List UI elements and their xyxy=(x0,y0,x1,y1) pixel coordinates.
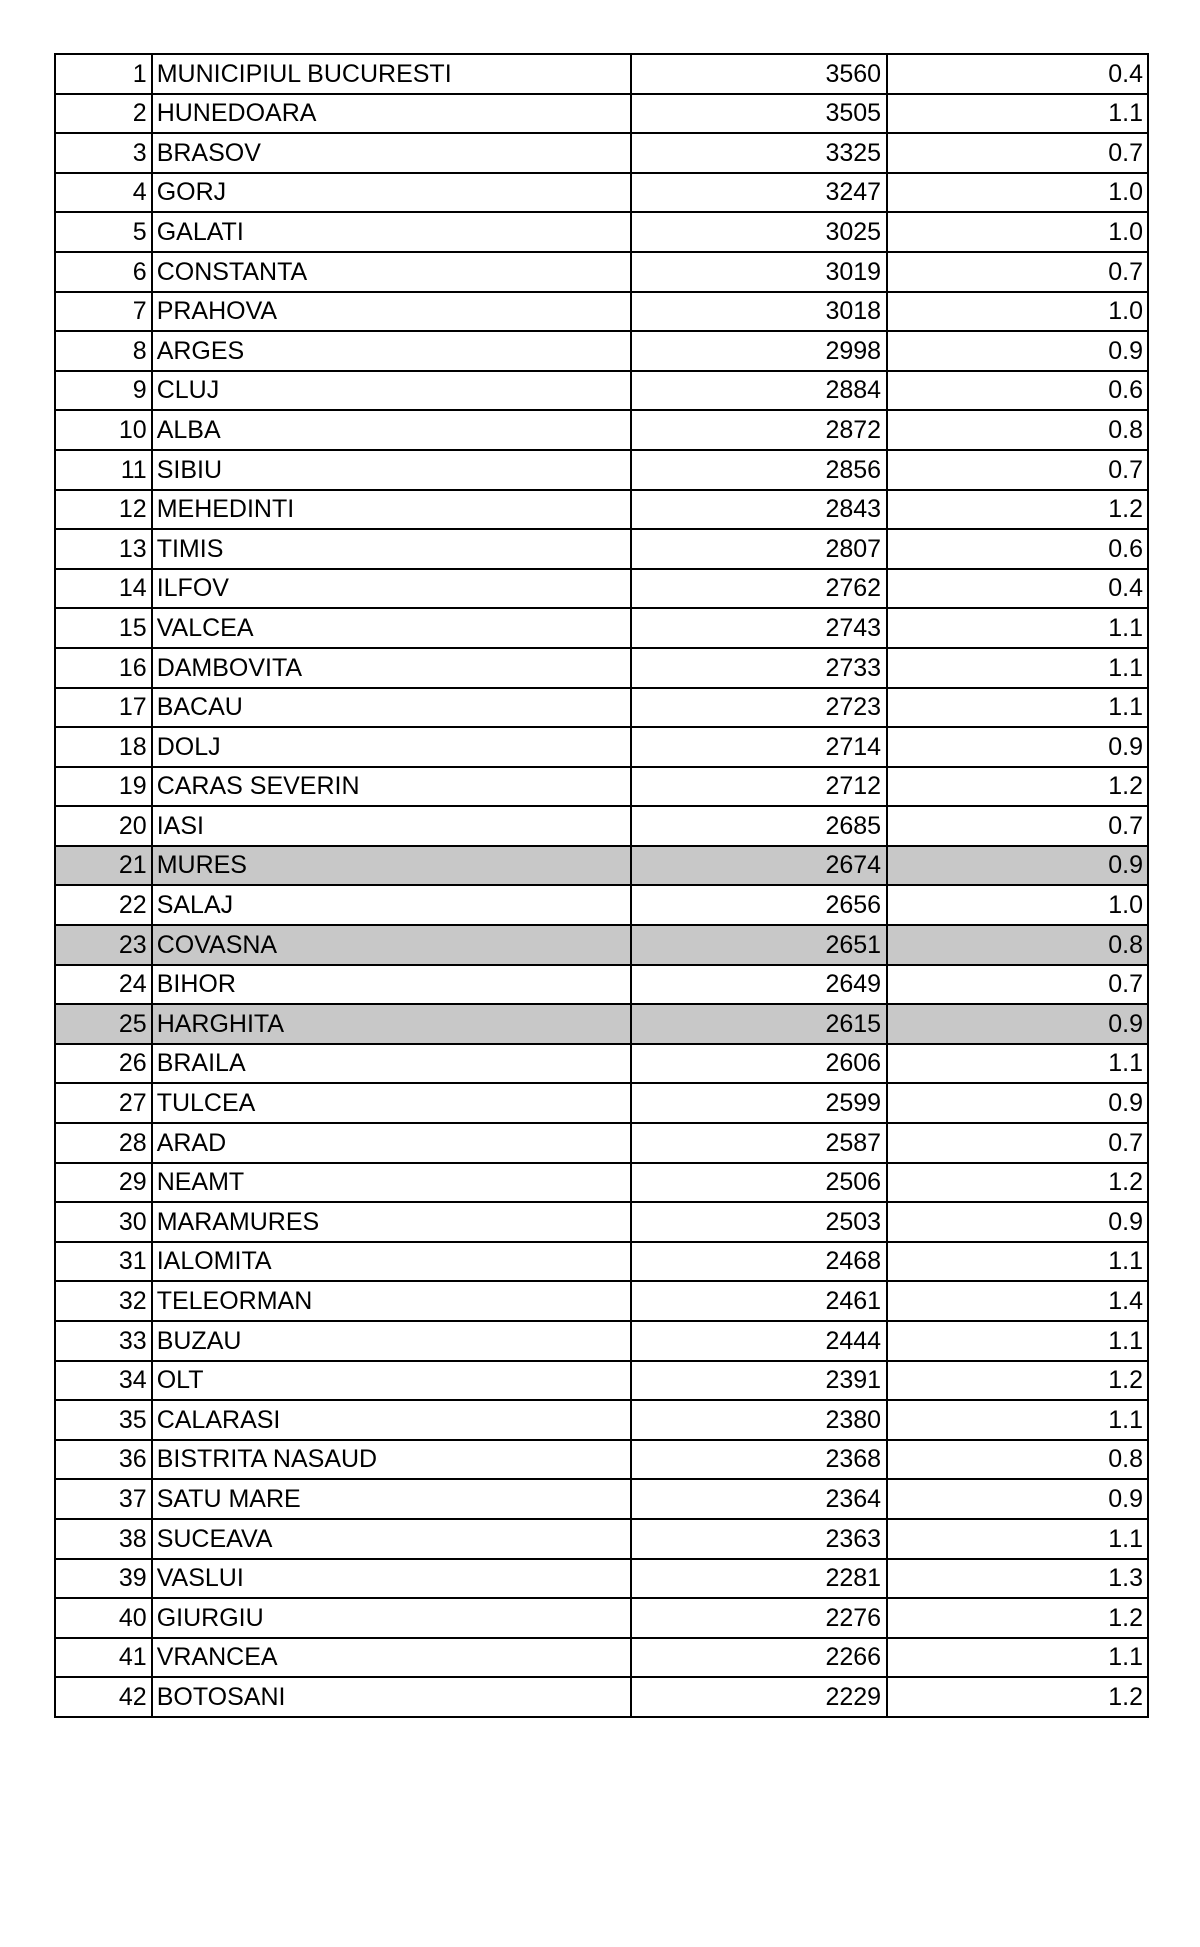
table-row xyxy=(55,292,1148,332)
table-row xyxy=(55,410,1148,450)
ratio-cell: 1.3 xyxy=(887,1559,1148,1599)
county-name-cell: BRASOV xyxy=(152,133,632,173)
value-cell: 2615 xyxy=(631,1004,887,1044)
value-cell: 2884 xyxy=(631,371,887,411)
rank-cell: 20 xyxy=(55,806,152,846)
table-row xyxy=(55,1202,1148,1242)
county-name-cell: VRANCEA xyxy=(152,1638,632,1678)
table-row xyxy=(55,1638,1148,1678)
value-cell: 2651 xyxy=(631,925,887,965)
value-cell: 2368 xyxy=(631,1440,887,1480)
ratio-cell: 1.0 xyxy=(887,292,1148,332)
value-cell: 2587 xyxy=(631,1123,887,1163)
value-cell: 2998 xyxy=(631,331,887,371)
value-cell: 3025 xyxy=(631,212,887,252)
county-name-cell: NEAMT xyxy=(152,1163,632,1203)
value-cell: 2506 xyxy=(631,1163,887,1203)
rank-cell: 19 xyxy=(55,767,152,807)
county-name-cell: CONSTANTA xyxy=(152,252,632,292)
value-cell: 2380 xyxy=(631,1400,887,1440)
rank-cell: 28 xyxy=(55,1123,152,1163)
table-row xyxy=(55,94,1148,134)
ratio-cell: 1.1 xyxy=(887,608,1148,648)
table-row xyxy=(55,1281,1148,1321)
table-row xyxy=(55,806,1148,846)
rank-cell: 1 xyxy=(55,54,152,94)
rank-cell: 32 xyxy=(55,1281,152,1321)
ratio-cell: 0.9 xyxy=(887,1479,1148,1519)
county-name-cell: SALAJ xyxy=(152,885,632,925)
rank-cell: 41 xyxy=(55,1638,152,1678)
rank-cell: 27 xyxy=(55,1083,152,1123)
rank-cell: 11 xyxy=(55,450,152,490)
county-name-cell: TELEORMAN xyxy=(152,1281,632,1321)
county-name-cell: BUZAU xyxy=(152,1321,632,1361)
ratio-cell: 0.7 xyxy=(887,806,1148,846)
ratio-cell: 1.2 xyxy=(887,1361,1148,1401)
value-cell: 2363 xyxy=(631,1519,887,1559)
county-name-cell: SUCEAVA xyxy=(152,1519,632,1559)
table-row xyxy=(55,252,1148,292)
rank-cell: 10 xyxy=(55,410,152,450)
ratio-cell: 0.4 xyxy=(887,569,1148,609)
table-row xyxy=(55,133,1148,173)
value-cell: 2364 xyxy=(631,1479,887,1519)
value-cell: 2714 xyxy=(631,727,887,767)
rank-cell: 15 xyxy=(55,608,152,648)
value-cell: 2807 xyxy=(631,529,887,569)
rank-cell: 3 xyxy=(55,133,152,173)
value-cell: 2649 xyxy=(631,965,887,1005)
value-cell: 2656 xyxy=(631,885,887,925)
county-name-cell: BOTOSANI xyxy=(152,1677,632,1717)
table-row xyxy=(55,1479,1148,1519)
value-cell: 3019 xyxy=(631,252,887,292)
county-name-cell: BISTRITA NASAUD xyxy=(152,1440,632,1480)
county-name-cell: ALBA xyxy=(152,410,632,450)
value-cell: 2743 xyxy=(631,608,887,648)
value-cell: 3325 xyxy=(631,133,887,173)
county-name-cell: BACAU xyxy=(152,688,632,728)
table-row xyxy=(55,727,1148,767)
value-cell: 2872 xyxy=(631,410,887,450)
county-name-cell: HUNEDOARA xyxy=(152,94,632,134)
county-name-cell: MUNICIPIUL BUCURESTI xyxy=(152,54,632,94)
county-name-cell: GORJ xyxy=(152,173,632,213)
value-cell: 2391 xyxy=(631,1361,887,1401)
rank-cell: 26 xyxy=(55,1044,152,1084)
table-row xyxy=(55,212,1148,252)
ratio-cell: 1.2 xyxy=(887,490,1148,530)
table-row xyxy=(55,1321,1148,1361)
table-row xyxy=(55,173,1148,213)
county-name-cell: GALATI xyxy=(152,212,632,252)
rank-cell: 31 xyxy=(55,1242,152,1282)
county-name-cell: IALOMITA xyxy=(152,1242,632,1282)
value-cell: 2468 xyxy=(631,1242,887,1282)
county-name-cell: MARAMURES xyxy=(152,1202,632,1242)
county-name-cell: TULCEA xyxy=(152,1083,632,1123)
value-cell: 2229 xyxy=(631,1677,887,1717)
value-cell: 2712 xyxy=(631,767,887,807)
table-row xyxy=(55,1400,1148,1440)
value-cell: 3247 xyxy=(631,173,887,213)
rank-cell: 42 xyxy=(55,1677,152,1717)
county-name-cell: SATU MARE xyxy=(152,1479,632,1519)
ratio-cell: 0.9 xyxy=(887,331,1148,371)
county-name-cell: DAMBOVITA xyxy=(152,648,632,688)
county-name-cell: OLT xyxy=(152,1361,632,1401)
rank-cell: 30 xyxy=(55,1202,152,1242)
value-cell: 3505 xyxy=(631,94,887,134)
ratio-cell: 0.7 xyxy=(887,133,1148,173)
table-row xyxy=(55,1519,1148,1559)
table-row xyxy=(55,54,1148,94)
table-row xyxy=(55,1440,1148,1480)
ratio-cell: 0.7 xyxy=(887,252,1148,292)
value-cell: 2674 xyxy=(631,846,887,886)
table-row xyxy=(55,767,1148,807)
value-cell: 2461 xyxy=(631,1281,887,1321)
value-cell: 2503 xyxy=(631,1202,887,1242)
table-row xyxy=(55,846,1148,886)
rank-cell: 2 xyxy=(55,94,152,134)
value-cell: 2281 xyxy=(631,1559,887,1599)
rank-cell: 33 xyxy=(55,1321,152,1361)
table-row xyxy=(55,1163,1148,1203)
county-data-table xyxy=(54,53,1149,1718)
rank-cell: 18 xyxy=(55,727,152,767)
value-cell: 2444 xyxy=(631,1321,887,1361)
ratio-cell: 1.1 xyxy=(887,1638,1148,1678)
table-row xyxy=(55,569,1148,609)
rank-cell: 22 xyxy=(55,885,152,925)
table-row xyxy=(55,1361,1148,1401)
table-row xyxy=(55,490,1148,530)
table-row xyxy=(55,925,1148,965)
table-row xyxy=(55,1083,1148,1123)
ratio-cell: 0.9 xyxy=(887,1083,1148,1123)
ratio-cell: 0.8 xyxy=(887,410,1148,450)
table-row xyxy=(55,648,1148,688)
county-name-cell: CALARASI xyxy=(152,1400,632,1440)
table-row xyxy=(55,965,1148,1005)
ratio-cell: 0.4 xyxy=(887,54,1148,94)
ratio-cell: 1.1 xyxy=(887,1400,1148,1440)
rank-cell: 39 xyxy=(55,1559,152,1599)
ratio-cell: 0.7 xyxy=(887,1123,1148,1163)
ratio-cell: 0.9 xyxy=(887,727,1148,767)
rank-cell: 16 xyxy=(55,648,152,688)
county-name-cell: TIMIS xyxy=(152,529,632,569)
value-cell: 2762 xyxy=(631,569,887,609)
rank-cell: 40 xyxy=(55,1598,152,1638)
table-body xyxy=(55,54,1148,1717)
ratio-cell: 1.1 xyxy=(887,1519,1148,1559)
value-cell: 3018 xyxy=(631,292,887,332)
county-name-cell: ARAD xyxy=(152,1123,632,1163)
ratio-cell: 1.1 xyxy=(887,1242,1148,1282)
rank-cell: 6 xyxy=(55,252,152,292)
value-cell: 2733 xyxy=(631,648,887,688)
ratio-cell: 0.6 xyxy=(887,529,1148,569)
table-row xyxy=(55,885,1148,925)
rank-cell: 23 xyxy=(55,925,152,965)
table-row xyxy=(55,529,1148,569)
county-name-cell: IASI xyxy=(152,806,632,846)
value-cell: 2606 xyxy=(631,1044,887,1084)
table-row xyxy=(55,331,1148,371)
county-name-cell: ILFOV xyxy=(152,569,632,609)
ratio-cell: 1.2 xyxy=(887,1598,1148,1638)
ratio-cell: 1.0 xyxy=(887,885,1148,925)
table-row xyxy=(55,1123,1148,1163)
ratio-cell: 1.1 xyxy=(887,688,1148,728)
value-cell: 2685 xyxy=(631,806,887,846)
ratio-cell: 1.2 xyxy=(887,1677,1148,1717)
value-cell: 2843 xyxy=(631,490,887,530)
county-name-cell: MURES xyxy=(152,846,632,886)
county-name-cell: GIURGIU xyxy=(152,1598,632,1638)
rank-cell: 24 xyxy=(55,965,152,1005)
county-name-cell: BIHOR xyxy=(152,965,632,1005)
rank-cell: 4 xyxy=(55,173,152,213)
rank-cell: 38 xyxy=(55,1519,152,1559)
rank-cell: 12 xyxy=(55,490,152,530)
county-name-cell: CLUJ xyxy=(152,371,632,411)
value-cell: 2723 xyxy=(631,688,887,728)
table-row xyxy=(55,371,1148,411)
table-row xyxy=(55,1559,1148,1599)
county-name-cell: BRAILA xyxy=(152,1044,632,1084)
ratio-cell: 1.1 xyxy=(887,648,1148,688)
table-row xyxy=(55,1044,1148,1084)
ratio-cell: 1.4 xyxy=(887,1281,1148,1321)
county-name-cell: ARGES xyxy=(152,331,632,371)
table-row xyxy=(55,450,1148,490)
county-name-cell: VALCEA xyxy=(152,608,632,648)
value-cell: 2856 xyxy=(631,450,887,490)
rank-cell: 29 xyxy=(55,1163,152,1203)
county-name-cell: VASLUI xyxy=(152,1559,632,1599)
ratio-cell: 0.9 xyxy=(887,1004,1148,1044)
ratio-cell: 1.1 xyxy=(887,94,1148,134)
ratio-cell: 0.9 xyxy=(887,1202,1148,1242)
rank-cell: 13 xyxy=(55,529,152,569)
ratio-cell: 1.0 xyxy=(887,212,1148,252)
table-row xyxy=(55,688,1148,728)
value-cell: 2276 xyxy=(631,1598,887,1638)
rank-cell: 21 xyxy=(55,846,152,886)
county-name-cell: COVASNA xyxy=(152,925,632,965)
ratio-cell: 0.8 xyxy=(887,1440,1148,1480)
ratio-cell: 1.0 xyxy=(887,173,1148,213)
rank-cell: 7 xyxy=(55,292,152,332)
ratio-cell: 0.7 xyxy=(887,965,1148,1005)
ratio-cell: 1.2 xyxy=(887,1163,1148,1203)
county-name-cell: HARGHITA xyxy=(152,1004,632,1044)
ratio-cell: 0.8 xyxy=(887,925,1148,965)
rank-cell: 17 xyxy=(55,688,152,728)
ratio-cell: 1.1 xyxy=(887,1321,1148,1361)
rank-cell: 5 xyxy=(55,212,152,252)
rank-cell: 9 xyxy=(55,371,152,411)
table-row xyxy=(55,1242,1148,1282)
table-row xyxy=(55,1677,1148,1717)
table-row xyxy=(55,1598,1148,1638)
ratio-cell: 0.6 xyxy=(887,371,1148,411)
value-cell: 2599 xyxy=(631,1083,887,1123)
county-name-cell: MEHEDINTI xyxy=(152,490,632,530)
rank-cell: 36 xyxy=(55,1440,152,1480)
county-name-cell: PRAHOVA xyxy=(152,292,632,332)
value-cell: 3560 xyxy=(631,54,887,94)
ratio-cell: 0.7 xyxy=(887,450,1148,490)
table-row xyxy=(55,608,1148,648)
county-name-cell: CARAS SEVERIN xyxy=(152,767,632,807)
rank-cell: 37 xyxy=(55,1479,152,1519)
ratio-cell: 1.1 xyxy=(887,1044,1148,1084)
ratio-cell: 0.9 xyxy=(887,846,1148,886)
ratio-cell: 1.2 xyxy=(887,767,1148,807)
table-row xyxy=(55,1004,1148,1044)
county-name-cell: SIBIU xyxy=(152,450,632,490)
rank-cell: 14 xyxy=(55,569,152,609)
rank-cell: 25 xyxy=(55,1004,152,1044)
rank-cell: 35 xyxy=(55,1400,152,1440)
value-cell: 2266 xyxy=(631,1638,887,1678)
rank-cell: 8 xyxy=(55,331,152,371)
rank-cell: 34 xyxy=(55,1361,152,1401)
county-name-cell: DOLJ xyxy=(152,727,632,767)
